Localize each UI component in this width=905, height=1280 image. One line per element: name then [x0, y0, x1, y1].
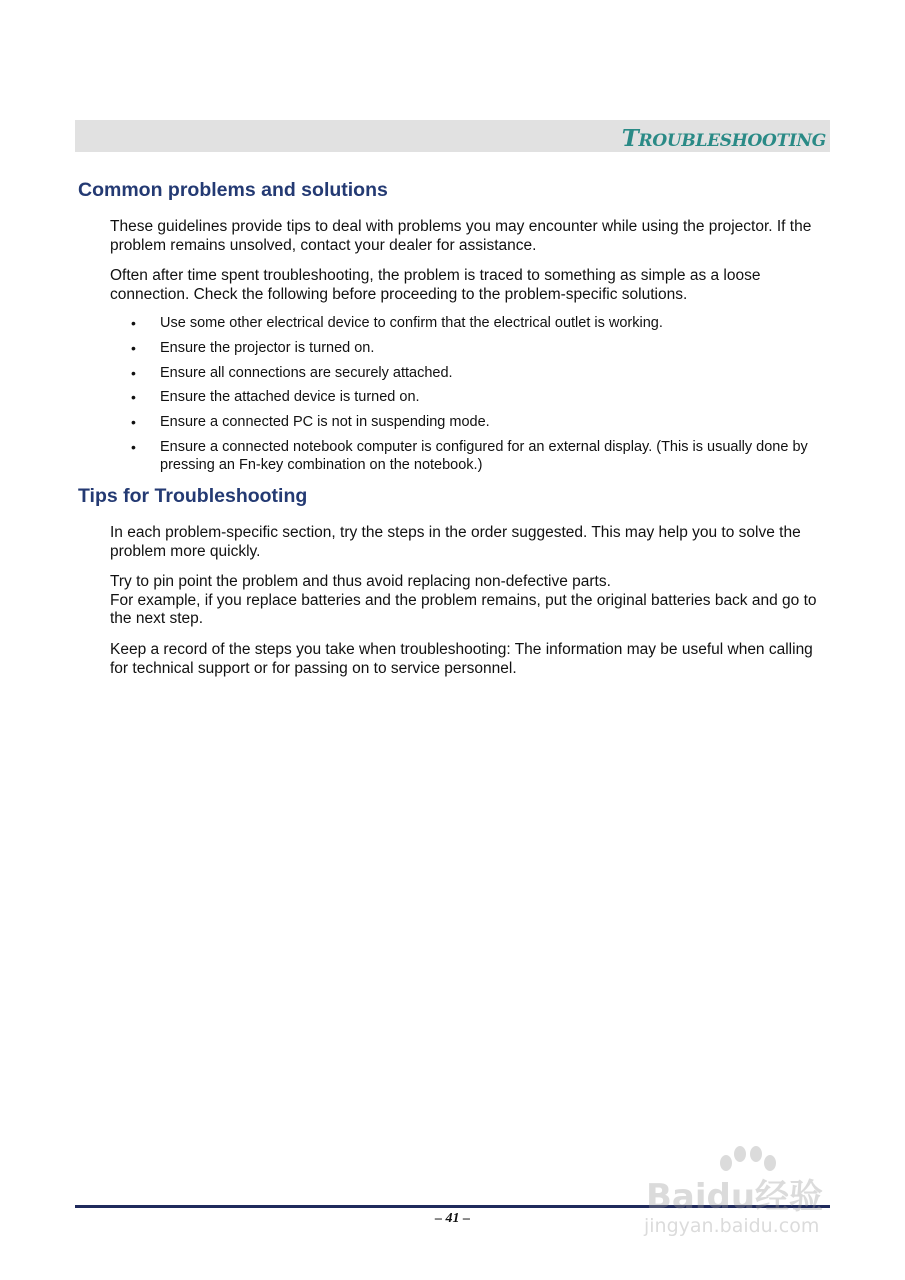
page-number: – 41 –	[435, 1211, 470, 1226]
list-item	[110, 314, 828, 332]
list-item	[110, 438, 828, 474]
paragraph-pin-point	[110, 573, 828, 629]
watermark-url: jingyan.baidu.com	[644, 1215, 820, 1237]
list-item	[110, 388, 828, 406]
list-item-text: Ensure the projector is turned on.	[160, 339, 375, 356]
checklist	[110, 314, 828, 481]
header-band	[75, 120, 830, 152]
list-item-text: Ensure all connections are securely attached.	[160, 364, 453, 381]
list-item	[110, 339, 828, 357]
bullet-icon: •	[131, 339, 136, 356]
paragraph-loose-connection: Often after time spent troubleshooting, the problem is traced to something as simple as a loose connection. Check the following before proceeding to the problem-specific solutions.	[110, 267, 761, 303]
watermark	[640, 1145, 855, 1245]
bullet-icon: •	[131, 364, 136, 381]
bullet-icon: •	[131, 315, 136, 331]
chapter-title-rest: ROUBLESHOOTING	[638, 131, 826, 151]
paragraph-guidelines: These guidelines provide tips to deal with problems you may encounter while using the projector. If the problem remains unsolved, contact your dealer for assistance.	[110, 218, 812, 254]
list-item-text: Use some other electrical device to confirm that the electrical outlet is working.	[160, 315, 663, 331]
bullet-icon: •	[131, 389, 136, 406]
chapter-title-initial: T	[621, 125, 639, 152]
chapter-title	[622, 125, 826, 152]
list-item	[110, 413, 828, 431]
paragraph-pin-point-line2: For example, if you replace batteries and the problem remains, put the original batteries back and go to the next step.	[110, 591, 817, 627]
paragraph-order-suggested: In each problem-specific section, try the steps in the order suggested. This may help you to solve the problem more quickly.	[110, 524, 801, 560]
list-item-text: Ensure a connected notebook computer is configured for an external display. (This is usually done by pressing an Fn-key combination on the notebook.)	[160, 438, 808, 473]
paragraph-pin-point-line1: Try to pin point the problem and thus avoid replacing non-defective parts.	[110, 573, 611, 590]
watermark-logo: Baidu经验	[646, 1177, 824, 1217]
bullet-icon: •	[131, 438, 136, 455]
section-heading-common-problems: Common problems and solutions	[78, 179, 388, 201]
section-heading-tips: Tips for Troubleshooting	[78, 485, 308, 507]
list-item-text: Ensure the attached device is turned on.	[160, 389, 420, 406]
list-item-text: Ensure a connected PC is not in suspending mode.	[160, 414, 490, 431]
paragraph-keep-record: Keep a record of the steps you take when troubleshooting: The information may be useful when calling for technical support or for passing on to service personnel.	[110, 641, 813, 677]
bullet-icon: •	[131, 414, 136, 431]
list-item	[110, 364, 828, 382]
